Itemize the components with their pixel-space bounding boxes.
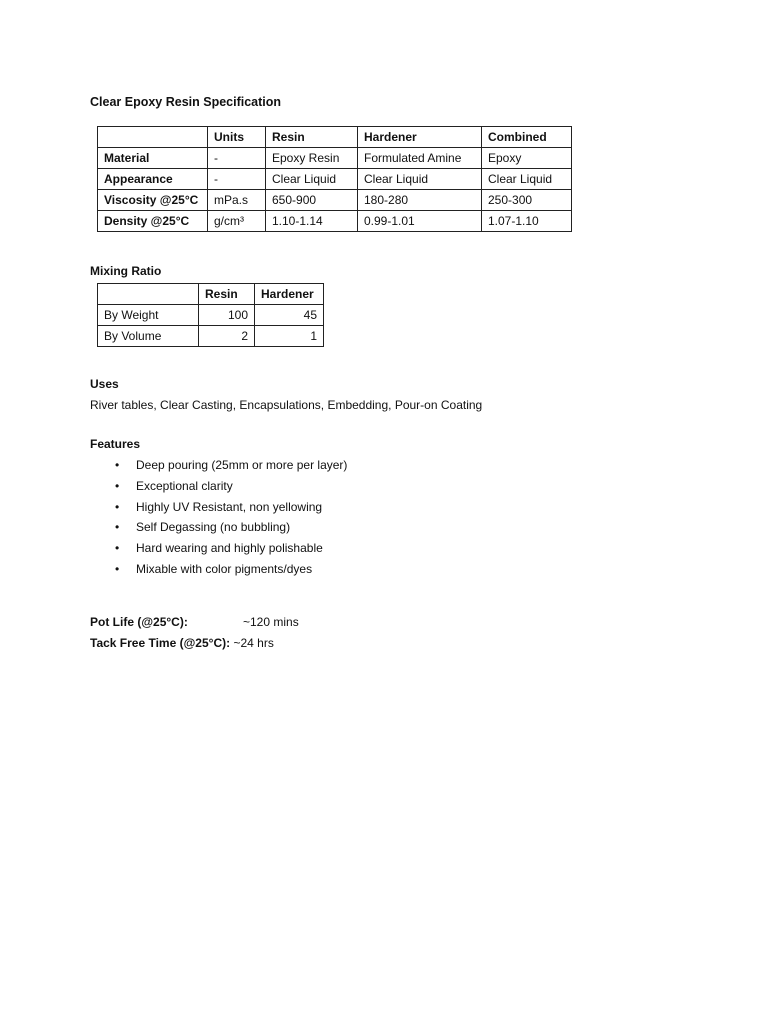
bullet-icon: • <box>115 478 120 493</box>
feature-text: Self Degassing (no bubbling) <box>136 520 291 535</box>
table-cell: 1 <box>255 326 324 347</box>
table-cell: Epoxy Resin <box>266 148 358 169</box>
table-header-cell <box>98 284 199 305</box>
table-cell: Clear Liquid <box>358 169 482 190</box>
table-header-cell: Hardener <box>358 127 482 148</box>
table-cell: 45 <box>255 305 324 326</box>
feature-text: Hard wearing and highly polishable <box>136 541 323 556</box>
mixing-ratio-table <box>97 283 324 347</box>
mixing-ratio-heading: Mixing Ratio <box>90 264 162 278</box>
table-cell: 650-900 <box>266 190 358 211</box>
specification-table <box>97 126 572 232</box>
uses-heading: Uses <box>90 377 119 391</box>
table-header-cell: Resin <box>199 284 255 305</box>
table-row <box>98 326 324 347</box>
table-row <box>98 211 572 232</box>
list-item <box>90 476 347 497</box>
table-cell: mPa.s <box>208 190 266 211</box>
feature-text: Mixable with color pigments/dyes <box>136 561 313 576</box>
table-header-cell: Units <box>208 127 266 148</box>
uses-text: River tables, Clear Casting, Encapsulations, Embedding, Pour-on Coating <box>90 398 483 412</box>
pot-life-value: ~120 mins <box>243 615 299 629</box>
bullet-icon: • <box>115 458 120 472</box>
bullet-icon: • <box>115 499 120 514</box>
feature-text: Deep pouring (25mm or more per layer) <box>136 458 348 472</box>
table-row-header: Viscosity @25°C <box>98 190 208 211</box>
table-row <box>98 190 572 211</box>
tack-free-value: ~24 hrs <box>233 636 274 650</box>
table-row <box>98 305 324 326</box>
table-cell: 0.99-1.01 <box>358 211 482 232</box>
table-row-header: Density @25°C <box>98 211 208 232</box>
table-cell: Clear Liquid <box>482 169 572 190</box>
feature-text: Exceptional clarity <box>136 478 233 493</box>
table-cell: g/cm³ <box>208 211 266 232</box>
pot-life-label: Pot Life (@25°C): <box>90 615 188 629</box>
bullet-icon: • <box>115 561 120 576</box>
table-row-header: Appearance <box>98 169 208 190</box>
table-header-cell: Resin <box>266 127 358 148</box>
table-cell: - <box>208 148 266 169</box>
tack-free-row <box>90 636 274 650</box>
list-item <box>90 559 347 580</box>
table-cell: 180-280 <box>358 190 482 211</box>
list-item <box>90 455 347 476</box>
table-cell: 250-300 <box>482 190 572 211</box>
table-row-header: By Volume <box>98 326 199 347</box>
table-cell: Formulated Amine <box>358 148 482 169</box>
tack-free-label: Tack Free Time (@25°C): <box>90 636 231 650</box>
table-header-row <box>98 127 572 148</box>
table-cell: Epoxy <box>482 148 572 169</box>
table-cell: - <box>208 169 266 190</box>
table-header-row <box>98 284 324 305</box>
list-item <box>90 517 347 538</box>
document-title: Clear Epoxy Resin Specification <box>90 95 282 109</box>
table-header-cell: Combined <box>482 127 572 148</box>
table-cell: Clear Liquid <box>266 169 358 190</box>
table-row <box>98 148 572 169</box>
table-row-header: By Weight <box>98 305 199 326</box>
table-cell: 1.10-1.14 <box>266 211 358 232</box>
features-list <box>90 455 347 580</box>
bullet-icon: • <box>115 520 120 535</box>
feature-text: Highly UV Resistant, non yellowing <box>136 499 323 514</box>
table-row-header: Material <box>98 148 208 169</box>
features-heading: Features <box>90 437 141 451</box>
table-cell: 2 <box>199 326 255 347</box>
list-item <box>90 538 347 559</box>
table-header-cell <box>98 127 208 148</box>
table-cell: 100 <box>199 305 255 326</box>
table-cell: 1.07-1.10 <box>482 211 572 232</box>
bullet-icon: • <box>115 541 120 556</box>
table-row <box>98 169 572 190</box>
list-item <box>90 497 347 518</box>
table-header-cell: Hardener <box>255 284 324 305</box>
